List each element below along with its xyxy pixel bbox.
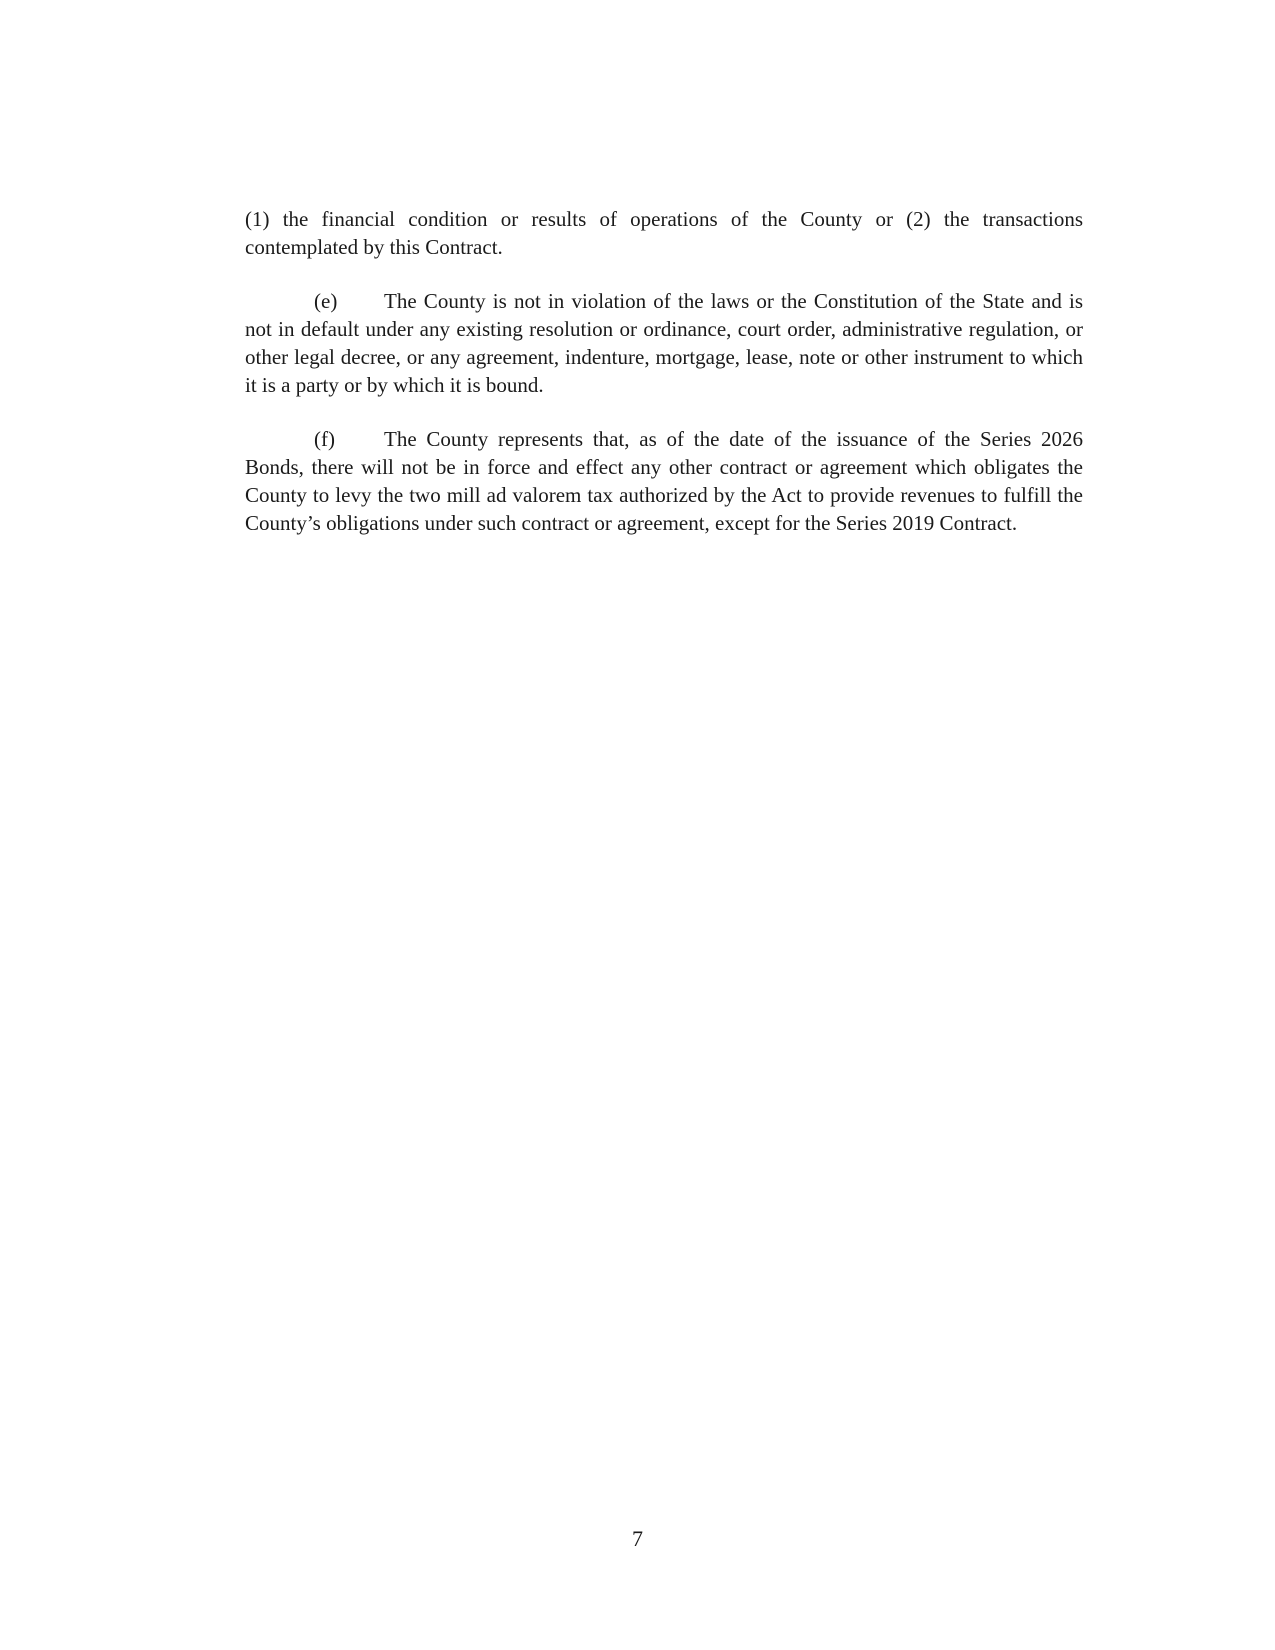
paragraph-e xyxy=(245,287,1083,399)
paragraph-text: (1) the financial condition or results of operations of the County or (2) the transactions contemplated by this Contract. xyxy=(245,207,1083,259)
page-number: 7 xyxy=(632,1526,643,1551)
paragraph-text: The County is not in violation of the laws or the Constitution of the State and is not in default under any existing resolution or ordinance, court order, administrative regulation, or other legal decree, or any agreement, indenture, mortgage, lease, note or other instrument to which it is a party or by which it is bound. xyxy=(245,289,1083,397)
paragraph-continuation xyxy=(245,205,1083,261)
paragraph-marker: (e) xyxy=(314,289,338,313)
paragraph-text: The County represents that, as of the date of the issuance of the Series 2026 Bonds, there will not be in force and effect any other contract or agreement which obligates the County to levy the two mill ad valorem tax authorized by the Act to provide revenues to fulfill the County’s obligations under such contract or agreement, except for the Series 2019 Contract. xyxy=(245,427,1083,535)
paragraph-marker: (f) xyxy=(314,427,335,451)
document-body xyxy=(245,205,1083,563)
paragraph-f xyxy=(245,425,1083,537)
